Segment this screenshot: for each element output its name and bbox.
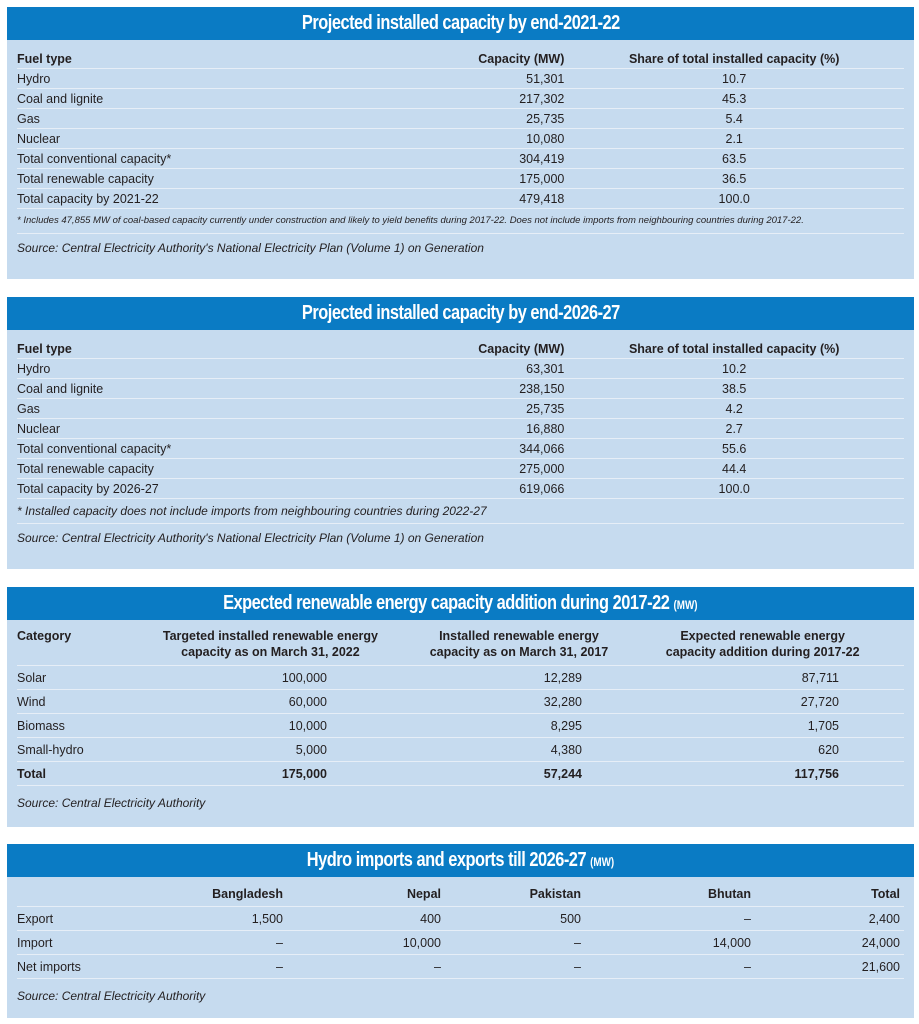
header-line: capacity addition during 2017-22	[665, 644, 860, 659]
cell-capacity: 51,301	[526, 72, 565, 86]
column-header: Bhutan	[707, 887, 751, 901]
table-row	[17, 439, 904, 459]
header-line: Installed renewable energy	[439, 628, 599, 643]
cell-share: 100.0	[718, 192, 750, 206]
cell-flow: Net imports	[17, 960, 81, 974]
table-header-row	[17, 622, 904, 666]
cell-capacity: 238,150	[519, 382, 565, 396]
table-row	[17, 690, 904, 714]
cell-share: 36.5	[722, 172, 747, 186]
cell-category: Biomass	[17, 719, 65, 733]
column-header: Total	[871, 887, 900, 901]
column-header: Pakistan	[529, 887, 581, 901]
column-header: Share of total installed capacity (%)	[628, 52, 840, 66]
column-header: Share of total installed capacity (%)	[628, 342, 840, 356]
column-header: Category	[17, 629, 72, 643]
header-line: Expected renewable energy	[680, 628, 845, 643]
cell-bangladesh: 1,500	[251, 912, 283, 926]
title-unit: (MW)	[590, 855, 615, 869]
title-text: Hydro imports and exports till 2026-27	[306, 849, 587, 871]
column-header: Fuel type	[17, 342, 72, 356]
cell-nepal: 10,000	[402, 936, 441, 950]
cell-installed: 32,280	[543, 695, 582, 709]
header-line: capacity as on March 31, 2022	[181, 644, 360, 659]
cell-installed: 12,289	[543, 671, 582, 685]
cell-total: 24,000	[861, 936, 900, 950]
table-title	[7, 844, 914, 877]
column-header: Bangladesh	[212, 887, 283, 901]
cell-expected: 87,711	[801, 671, 839, 685]
column-header: Nepal	[406, 887, 441, 901]
cell-targeted: 5,000	[295, 743, 327, 757]
cell-capacity: 25,735	[526, 112, 565, 126]
table-row	[17, 149, 904, 169]
cell-fuel-type: Nuclear	[17, 132, 61, 146]
source-note: Source: Central Electricity Authority	[17, 796, 206, 810]
header-line: capacity as on March 31, 2017	[429, 644, 609, 659]
cell-bangladesh: –	[276, 960, 283, 974]
cell-capacity: 275,000	[519, 462, 565, 476]
table-row	[17, 69, 904, 89]
cell-capacity: 25,735	[526, 402, 565, 416]
table-header-row	[17, 879, 904, 907]
table-row	[17, 738, 904, 762]
cell-targeted: 60,000	[288, 695, 327, 709]
cell-category: Wind	[17, 695, 46, 709]
table-title: Projected installed capacity by end-2021-22	[7, 7, 914, 40]
table-row	[17, 399, 904, 419]
table-row	[17, 955, 904, 979]
table-header-row	[17, 49, 904, 69]
cell-share: 55.6	[722, 442, 747, 456]
cell-fuel-type: Total renewable capacity	[17, 462, 154, 476]
table-hydro-imports-exports	[7, 844, 914, 1018]
cell-capacity: 344,066	[519, 442, 565, 456]
cell-fuel-type: Gas	[17, 402, 40, 416]
cell-total: 2,400	[868, 912, 900, 926]
table-row	[17, 169, 904, 189]
cell-capacity: 479,418	[519, 192, 565, 206]
table-row	[17, 907, 904, 931]
column-header	[124, 628, 416, 660]
cell-category: Total	[17, 767, 46, 781]
table-title: Projected installed capacity by end-2026-27	[7, 297, 914, 330]
cell-bhutan: –	[744, 912, 751, 926]
cell-bhutan: 14,000	[712, 936, 751, 950]
cell-share: 10.2	[722, 362, 747, 376]
cell-fuel-type: Coal and lignite	[17, 92, 104, 106]
table-row	[17, 359, 904, 379]
column-header	[621, 628, 904, 660]
title-text: Expected renewable energy capacity addition during 2017-22	[223, 592, 670, 614]
table-row	[17, 379, 904, 399]
column-header: Fuel type	[17, 52, 72, 66]
table-row	[17, 931, 904, 955]
cell-share: 100.0	[718, 482, 750, 496]
cell-share: 2.7	[725, 422, 743, 436]
cell-share: 44.4	[722, 462, 747, 476]
cell-targeted: 175,000	[281, 767, 327, 781]
cell-pakistan: 500	[560, 912, 581, 926]
cell-installed: 57,244	[543, 767, 582, 781]
column-header	[417, 628, 622, 660]
table-capacity-2026-27	[7, 297, 914, 569]
cell-share: 4.2	[725, 402, 743, 416]
table-header-row	[17, 339, 904, 359]
source-note: Source: Central Electricity Authority's National Electricity Plan (Volume 1) on Generation	[17, 241, 484, 255]
cell-share: 5.4	[725, 112, 743, 126]
table-row	[17, 419, 904, 439]
source-note: Source: Central Electricity Authority	[17, 989, 206, 1003]
cell-share: 38.5	[722, 382, 747, 396]
cell-total: 21,600	[861, 960, 900, 974]
cell-targeted: 100,000	[281, 671, 327, 685]
source-note: Source: Central Electricity Authority's National Electricity Plan (Volume 1) on Generation	[17, 531, 484, 545]
cell-capacity: 10,080	[526, 132, 565, 146]
cell-capacity: 619,066	[519, 482, 565, 496]
column-header: Capacity (MW)	[478, 52, 565, 66]
cell-expected: 27,720	[800, 695, 839, 709]
cell-share: 45.3	[722, 92, 747, 106]
title-unit: (MW)	[673, 598, 698, 612]
cell-fuel-type: Gas	[17, 112, 40, 126]
cell-expected: 1,705	[807, 719, 839, 733]
column-header	[17, 879, 167, 906]
cell-nepal: 400	[420, 912, 441, 926]
cell-targeted: 10,000	[288, 719, 327, 733]
cell-expected: 117,756	[794, 767, 839, 781]
footnote: * Installed capacity does not include imports from neighbouring countries during 2022-27	[17, 499, 904, 524]
cell-installed: 4,380	[550, 743, 582, 757]
cell-category: Solar	[17, 671, 47, 685]
cell-expected: 620	[818, 743, 839, 757]
cell-fuel-type: Hydro	[17, 72, 51, 86]
table-row	[17, 89, 904, 109]
cell-pakistan: –	[574, 960, 581, 974]
cell-share: 2.1	[725, 132, 743, 146]
table-row	[17, 459, 904, 479]
cell-share: 63.5	[722, 152, 747, 166]
cell-fuel-type: Total capacity by 2026-27	[17, 482, 159, 496]
table-row	[17, 479, 904, 499]
table-row	[17, 109, 904, 129]
cell-capacity: 16,880	[526, 422, 565, 436]
cell-capacity: 63,301	[526, 362, 565, 376]
cell-installed: 8,295	[550, 719, 582, 733]
table-row	[17, 129, 904, 149]
table-total-row	[17, 762, 904, 786]
cell-flow: Import	[17, 936, 53, 950]
cell-bangladesh: –	[276, 936, 283, 950]
cell-category: Small-hydro	[17, 743, 84, 757]
column-header: Capacity (MW)	[478, 342, 565, 356]
cell-fuel-type: Total conventional capacity*	[17, 442, 172, 456]
cell-bhutan: –	[744, 960, 751, 974]
cell-fuel-type: Hydro	[17, 362, 51, 376]
cell-fuel-type: Nuclear	[17, 422, 61, 436]
table-row	[17, 189, 904, 209]
table-capacity-2021-22	[7, 7, 914, 279]
cell-fuel-type: Total renewable capacity	[17, 172, 154, 186]
cell-share: 10.7	[722, 72, 747, 86]
cell-pakistan: –	[574, 936, 581, 950]
cell-fuel-type: Total conventional capacity*	[17, 152, 172, 166]
footnote: * Includes 47,855 MW of coal-based capacity currently under construction and likely to yield benefits during 2017-22. Does not include imports from neighbouring countries during 2017-22.	[17, 209, 904, 234]
cell-fuel-type: Total capacity by 2021-22	[17, 192, 159, 206]
table-row	[17, 714, 904, 738]
table-row	[17, 666, 904, 690]
cell-fuel-type: Coal and lignite	[17, 382, 104, 396]
table-title	[7, 587, 914, 620]
cell-capacity: 304,419	[519, 152, 565, 166]
cell-capacity: 175,000	[519, 172, 565, 186]
header-line: Targeted installed renewable energy	[162, 628, 378, 643]
cell-flow: Export	[17, 912, 54, 926]
cell-nepal: –	[434, 960, 441, 974]
cell-capacity: 217,302	[519, 92, 565, 106]
table-renewable-addition	[7, 587, 914, 827]
